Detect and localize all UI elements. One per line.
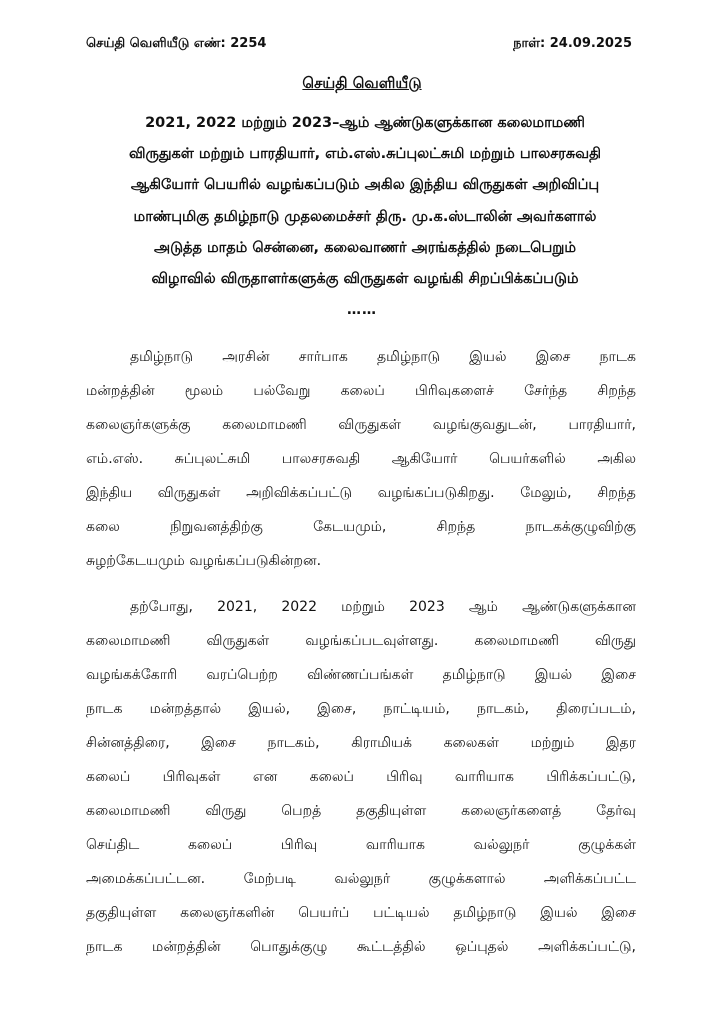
word: அகில	[597, 451, 636, 467]
word: பெயர்களில்	[489, 451, 566, 467]
word: கலைப்	[340, 383, 385, 399]
word: விருதுகள்	[157, 485, 221, 501]
word: வல்லுநர்	[334, 871, 391, 887]
word: இயல்	[534, 667, 573, 683]
paragraph-line	[86, 658, 636, 692]
word: கலைப்	[187, 837, 233, 853]
word: கேடயமும்,	[313, 519, 387, 535]
word: பிரிவுகள்	[162, 769, 221, 785]
word: கலை	[86, 519, 120, 535]
word: பிரிவுகளைச்	[415, 383, 494, 399]
word: சிறந்த	[597, 485, 636, 501]
word: பாரதியார்,	[568, 417, 636, 433]
paragraph-line	[86, 374, 636, 408]
word: 2023	[409, 599, 445, 615]
paragraph-line	[86, 590, 636, 624]
word: செய்திட	[86, 837, 140, 853]
word: அளிக்கப்பட்ட	[543, 871, 636, 887]
paragraph-line	[86, 340, 636, 374]
word: தகுதியுள்ள	[86, 905, 157, 921]
paragraph-line	[86, 692, 636, 726]
paragraph-line	[86, 624, 636, 658]
word: சிறந்த	[597, 383, 636, 399]
word: பிரிவு	[280, 837, 318, 853]
word: தற்போது,	[130, 599, 193, 615]
paragraph-line	[86, 930, 636, 964]
word: விண்ணப்பங்கள்	[307, 667, 414, 683]
paragraph-1	[86, 340, 636, 578]
word: கலைகள்	[443, 735, 500, 751]
word: சிறந்த	[436, 519, 476, 535]
word: நாடகம்,	[476, 701, 530, 717]
word: பொதுக்குழு	[250, 939, 328, 955]
word: என	[252, 769, 278, 785]
word: மற்றும்	[341, 599, 385, 615]
word: மன்றத்தால்	[149, 701, 222, 717]
word: 2022	[281, 599, 317, 615]
headline-line: விருதுகள் மற்றும் பாரதியார், எம்.எஸ்.சுப்புலட்சுமி மற்றும் பாலசரசுவதி	[129, 146, 601, 162]
word: ஒப்புதல்	[455, 939, 509, 955]
word: ஆம்	[468, 599, 498, 615]
word: வாரியாக	[454, 769, 514, 785]
word: வாரியாக	[365, 837, 425, 853]
paragraph-line: சுழற்கேடயமும் வழங்கப்படுகின்றன.	[86, 553, 322, 569]
word: திரைப்படம்,	[556, 701, 636, 717]
word: பாலசரசுவதி	[281, 451, 361, 467]
word: வல்லுநர்	[473, 837, 530, 853]
subheadline	[70, 202, 660, 295]
word: கலைஞர்களுக்கு	[86, 417, 191, 433]
separator: ……	[347, 302, 377, 318]
word: கலைமாமணி	[474, 633, 559, 649]
word: பிரிக்கப்பட்டு,	[546, 769, 636, 785]
paragraph-line	[86, 476, 636, 510]
word: வழங்குவதுடன்,	[432, 417, 537, 433]
word: குழுக்களால்	[428, 871, 506, 887]
subheadline-line: அடுத்த மாதம் சென்னை, கலைவாணர் அரங்கத்தில் நடைபெறும்	[153, 240, 577, 256]
word: இயல்	[540, 905, 578, 921]
paragraph-line	[86, 828, 636, 862]
paragraph-line	[86, 862, 636, 896]
paragraph-line	[86, 896, 636, 930]
word: இந்திய	[86, 485, 133, 501]
word: எம்.எஸ்.	[86, 451, 144, 467]
word: மன்றத்தின்	[86, 383, 155, 399]
word: பெறத்	[281, 803, 322, 819]
word: அறிவிக்கப்பட்டு	[246, 485, 353, 501]
word: இயல்,	[248, 701, 291, 717]
word: மன்றத்தின்	[152, 939, 221, 955]
subheadline-line: விழாவில் விருதாளர்களுக்கு விருதுகள் வழங்கி சிறப்பிக்கப்படும்	[151, 271, 579, 287]
word: நிறுவனத்திற்கு	[170, 519, 263, 535]
word: நாடக	[599, 349, 636, 365]
release-number: செய்தி வெளியீடு எண்: 2254	[86, 36, 267, 51]
word: இசை,	[317, 701, 357, 717]
word: மூலம்	[184, 383, 224, 399]
word: நாடக	[86, 939, 123, 955]
word: நாடகக்குழுவிற்கு	[525, 519, 636, 535]
word: வழங்கப்படுகிறது.	[377, 485, 495, 501]
subheadline-line: மாண்புமிகு தமிழ்நாடு முதலமைச்சர் திரு. மு.க.ஸ்டாலின் அவர்களால்	[133, 209, 597, 225]
word: சின்னத்திரை,	[86, 735, 170, 751]
word: நாட்டியம்,	[383, 701, 450, 717]
word: கலைமாமணி	[222, 417, 307, 433]
word: கூட்டத்தில்	[356, 939, 426, 955]
word: குழுக்கள்	[578, 837, 636, 853]
word: விருது	[205, 803, 247, 819]
word: தமிழ்நாடு	[453, 905, 517, 921]
word: தமிழ்நாடு	[130, 349, 193, 365]
word: அமைக்கப்பட்டன.	[86, 871, 206, 887]
word: வழங்கப்படவுள்ளது.	[305, 633, 439, 649]
word: இசை	[535, 349, 571, 365]
word: தேர்வு	[596, 803, 636, 819]
word: கலைப்	[86, 769, 131, 785]
word: கலைஞர்களின்	[180, 905, 275, 921]
word: விருது	[594, 633, 636, 649]
word: சார்பாக	[298, 349, 348, 365]
paragraph-2	[86, 590, 636, 964]
word: விருதுகள்	[338, 417, 402, 433]
word: பிரிவு	[386, 769, 423, 785]
word: அரசின்	[222, 349, 270, 365]
word: மற்றும்	[530, 735, 575, 751]
release-header	[86, 36, 632, 52]
word: மேற்படி	[243, 871, 296, 887]
paragraph-line	[86, 510, 636, 544]
word: இயல்	[469, 349, 507, 365]
word: வழங்கக்கோரி	[86, 667, 178, 683]
headline	[70, 108, 660, 201]
word: பல்வேறு	[253, 383, 311, 399]
word: பட்டியல்	[373, 905, 430, 921]
word: ஆண்டுகளுக்கான	[522, 599, 636, 615]
word: பெயர்ப்	[298, 905, 350, 921]
headline-line: 2021, 2022 மற்றும் 2023–ஆம் ஆண்டுகளுக்கான கலைமாமணி	[145, 115, 585, 131]
release-date: நாள்: 24.09.2025	[513, 36, 632, 51]
word: இசை	[601, 905, 636, 921]
word: கலைப்	[309, 769, 354, 785]
word: சுப்புலட்சுமி	[174, 451, 251, 467]
word: இதர	[606, 735, 636, 751]
word: கிராமியக்	[351, 735, 412, 751]
paragraph-line	[86, 442, 636, 476]
word: கலைஞர்களைத்	[461, 803, 562, 819]
word: 2021,	[217, 599, 258, 615]
paragraph-line	[86, 408, 636, 442]
word: சேர்ந்த	[524, 383, 568, 399]
word: வரப்பெற்ற	[206, 667, 278, 683]
word: தகுதியுள்ள	[356, 803, 427, 819]
paragraph-line	[86, 794, 636, 828]
word: ஆகியோர்	[391, 451, 458, 467]
paragraph-line	[86, 760, 636, 794]
paragraph-line	[86, 726, 636, 760]
headline-line: ஆகியோர் பெயரில் வழங்கப்படும் அகில இந்திய விருதுகள் அறிவிப்பு	[130, 177, 600, 193]
word: கலைமாமணி	[86, 803, 171, 819]
word: நாடக	[86, 701, 123, 717]
word: இசை	[601, 667, 636, 683]
word: விருதுகள்	[206, 633, 270, 649]
word: கலைமாமணி	[86, 633, 171, 649]
word: இசை	[201, 735, 236, 751]
word: மேலும்,	[520, 485, 572, 501]
word: தமிழ்நாடு	[377, 349, 441, 365]
word: நாடகம்,	[267, 735, 320, 751]
word: அளிக்கப்பட்டு,	[538, 939, 636, 955]
page-title: செய்தி வெளியீடு	[302, 74, 422, 92]
word: தமிழ்நாடு	[442, 667, 506, 683]
